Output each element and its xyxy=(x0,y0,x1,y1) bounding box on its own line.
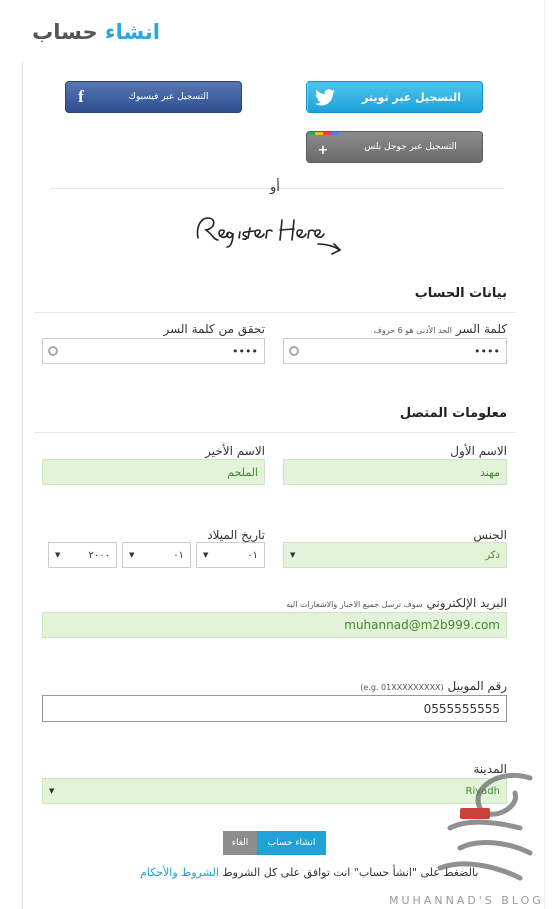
mobile-value: 0555555555 xyxy=(423,701,500,716)
gender-select[interactable] xyxy=(283,542,507,568)
confirm-password-value: •••• xyxy=(232,344,258,358)
key-icon xyxy=(289,346,299,356)
city-label: المدينة xyxy=(473,762,507,776)
facebook-signup-label: التسجيل عبر فيسبوك xyxy=(128,92,209,102)
contact-section-divider xyxy=(34,432,516,433)
birth-year-value: ٢٠٠٠ xyxy=(88,549,110,561)
google-plus-signup-label: التسجيل عبر جوجل بلس xyxy=(364,142,457,152)
birth-month-value: ٠١ xyxy=(173,549,184,561)
blog-watermark-logo xyxy=(420,768,545,888)
gender-label: الجنس xyxy=(473,528,507,542)
twitter-icon xyxy=(307,82,341,112)
password-label: كلمة السر xyxy=(455,322,507,336)
terms-link[interactable]: الشروط والأحكام xyxy=(140,866,219,879)
password-value: •••• xyxy=(474,344,500,358)
facebook-icon: f xyxy=(78,87,84,106)
password-hint: الحد الأدنى هو 6 حروف xyxy=(373,326,452,335)
gender-value: ذكر xyxy=(485,549,500,561)
terms-text: بالضغط على "انشأ حساب" انت توافق على كل الشروط xyxy=(222,866,479,879)
confirm-password-label: تحقق من كلمة السر xyxy=(163,322,265,336)
email-label-row xyxy=(286,596,507,610)
form-left-border xyxy=(22,62,23,909)
first-name-field[interactable] xyxy=(283,459,507,485)
create-account-button[interactable]: انشاء حساب xyxy=(257,831,326,855)
last-name-value: الملحم xyxy=(227,465,258,479)
watermark-text: MUHANNAD'S BLOG xyxy=(389,894,544,907)
last-name-label: الاسم الأخير xyxy=(205,444,265,458)
register-here-logo xyxy=(190,210,355,262)
title-word-create: انشاء xyxy=(104,20,160,44)
title-word-account: حساب xyxy=(32,20,98,44)
google-plus-signup-button[interactable] xyxy=(306,131,483,163)
account-section-title: بيانات الحساب xyxy=(414,286,507,301)
birth-day-value: ٠١ xyxy=(247,549,258,561)
password-label-row xyxy=(374,322,507,336)
password-field[interactable] xyxy=(283,338,507,364)
birth-day-select[interactable] xyxy=(196,542,265,568)
confirm-password-field[interactable] xyxy=(42,338,265,364)
email-field[interactable] xyxy=(42,612,507,638)
first-name-value: مهند xyxy=(479,465,500,479)
email-value: muhannad@m2b999.com xyxy=(344,618,500,632)
dropdown-arrow-icon: ▼ xyxy=(55,551,61,559)
mobile-field[interactable] xyxy=(42,695,507,722)
google-plus-icon-glyph: + xyxy=(317,143,329,158)
contact-section-title: معلومات المتصل xyxy=(399,406,507,421)
or-text: أو xyxy=(270,180,280,195)
cancel-button[interactable]: الغاء xyxy=(223,831,257,855)
dropdown-arrow-icon: ▼ xyxy=(129,551,135,559)
first-name-label: الاسم الأول xyxy=(450,444,507,458)
dropdown-arrow-icon: ▼ xyxy=(49,787,55,795)
page-title xyxy=(32,20,160,44)
mobile-label-row xyxy=(360,679,507,693)
twitter-signup-button[interactable] xyxy=(306,81,483,113)
birth-year-select[interactable] xyxy=(48,542,117,568)
twitter-signup-label: التسجيل عبر تويتر xyxy=(362,90,461,104)
dropdown-arrow-icon: ▼ xyxy=(203,551,209,559)
email-hint: سوف ترسل جميع الاخبار والاشعارات اليه xyxy=(286,600,423,609)
birthdate-label: تاريخ الميلاد xyxy=(207,528,265,542)
city-value: Riyadh xyxy=(465,785,500,797)
email-label: البريد الإلكتروني xyxy=(426,596,507,610)
key-icon xyxy=(48,346,58,356)
mobile-label: رقم الموبيل xyxy=(447,679,507,693)
account-section-divider xyxy=(34,312,516,313)
birth-month-select[interactable] xyxy=(122,542,191,568)
dropdown-arrow-icon: ▼ xyxy=(290,551,296,559)
last-name-field[interactable] xyxy=(42,459,265,485)
google-plus-icon xyxy=(307,132,339,162)
mobile-hint: (e.g. 01XXXXXXXXX) xyxy=(360,683,444,692)
facebook-signup-button[interactable] xyxy=(65,81,242,113)
